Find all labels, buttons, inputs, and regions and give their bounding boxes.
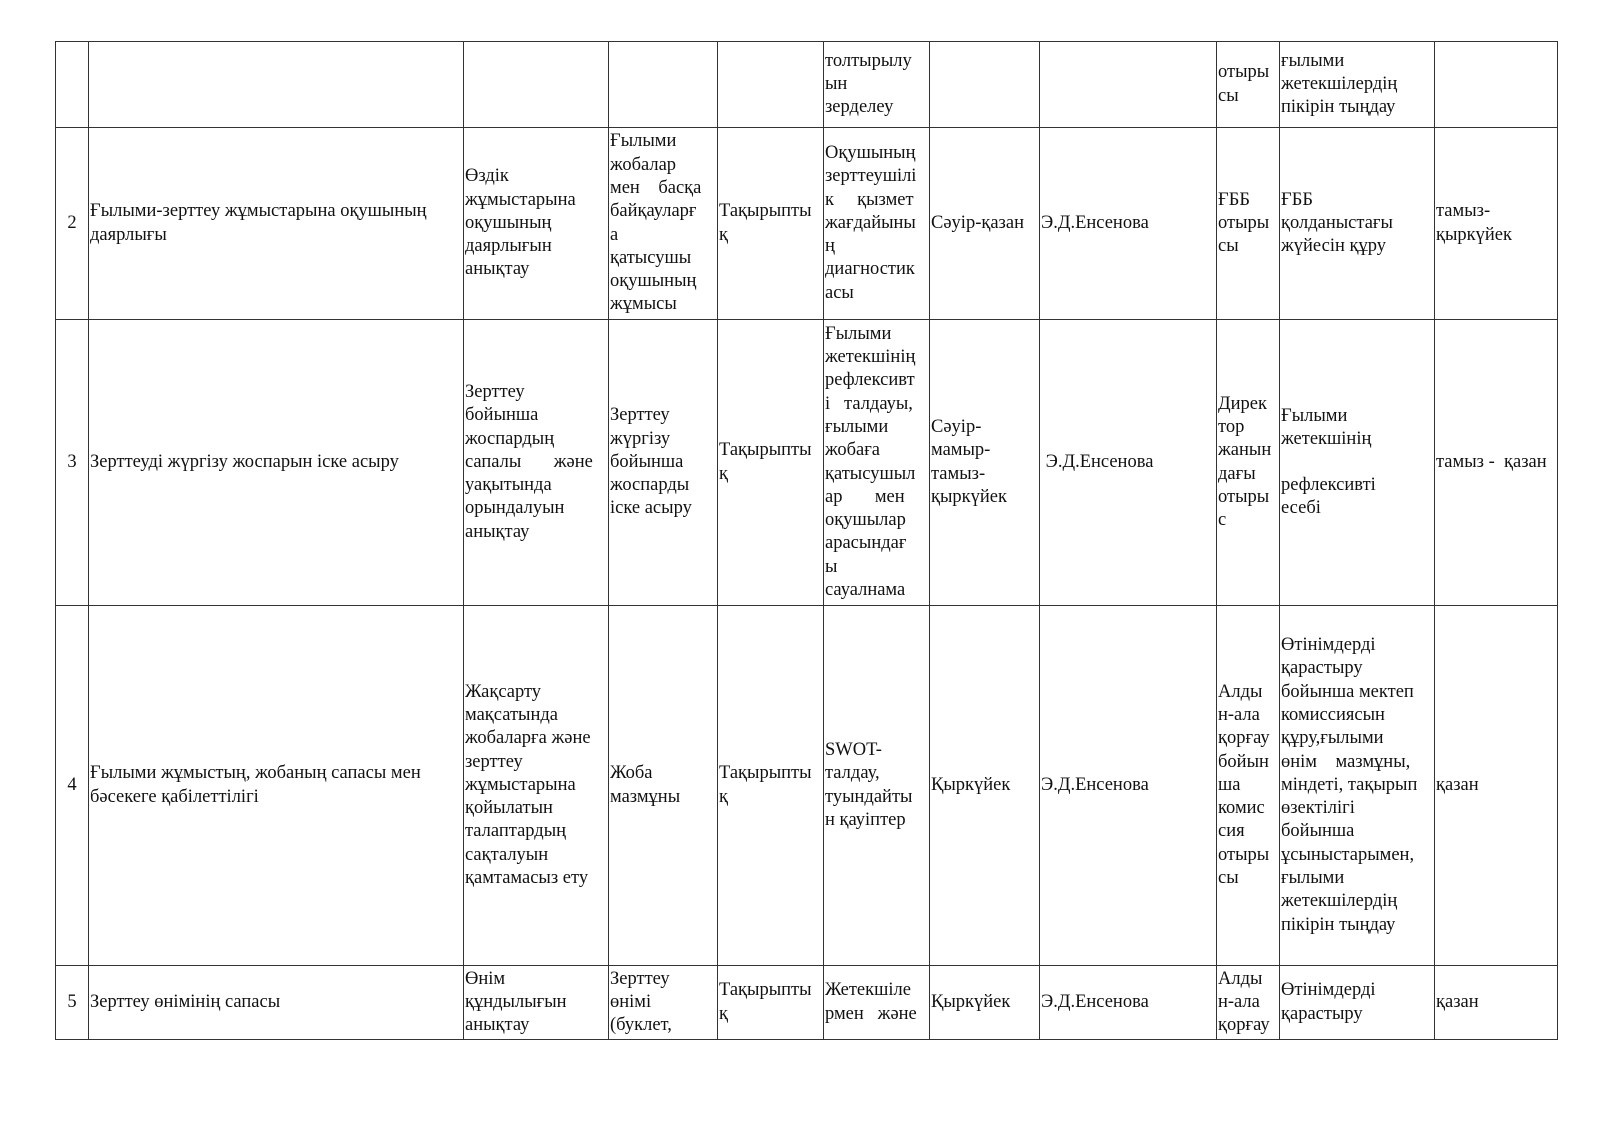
cell-line: Тақырыпты [719,440,812,461]
cell-line: сапалы және [465,451,593,472]
cell-line: анықтау [465,521,530,542]
cell-line: жүргізу [610,428,671,449]
cell-line: к қызмет [825,189,914,210]
cell-line: қолданыстағы [1281,212,1393,233]
cell-line: жанын [1218,440,1272,461]
cell-line: пікірін тыңдау [1281,914,1396,935]
cell-line: отыры [1218,486,1270,507]
deadline-cell [1435,320,1558,606]
cell-line: Ғылыми [825,323,892,344]
cell-line: мазмұны [610,786,681,807]
cell-line: Тақырыпты [719,201,812,222]
cell-line: Зерттеу өнімінің сапасы [90,991,281,1012]
method-cell [824,606,930,966]
deadline-cell [1435,128,1558,320]
cell-line: зерттеу [465,751,523,772]
cell-line: зерттеушілі [825,166,917,187]
cell-line: Э.Д.Енсенова [1041,212,1149,233]
cell-line: ҒББ [1218,189,1250,210]
cell-line: қойылатын [465,798,553,819]
cell-line: қ [719,1003,728,1024]
cell-line: қорғау [1218,1015,1270,1036]
deadline-cell [1435,42,1558,128]
cell-line: Зерттеуді жүргізу жоспарын іске асыру [90,451,399,472]
cell-line: қатысушы [610,247,692,268]
table-row [56,320,1558,606]
row-number [56,966,89,1040]
cell-line: арасындағ [825,533,907,554]
cell-line: Э.Д.Енсенова [1041,774,1149,795]
cell-line: Жоба [610,763,653,784]
cell-line: бойынша мектеп [1281,681,1414,702]
cell-line: а [610,224,619,245]
cell-line: рефлексивті [1281,474,1376,495]
goal-cell [464,966,609,1040]
criterion-cell [89,966,464,1040]
cell-line: Зерттеу [610,968,670,989]
cell-line: жұмыстарына [465,189,576,210]
goal-cell [464,606,609,966]
row-number [56,42,89,128]
cell-line: сақталуын [465,844,549,865]
review-cell [1217,606,1280,966]
cell-line: дағы [1218,463,1256,484]
responsible-cell [1040,42,1217,128]
cell-line: с [1218,510,1227,531]
cell-line: бойынша [465,405,539,426]
cell-line: Өтінімдерді [1281,980,1376,1001]
goal-cell [464,320,609,606]
cell-line: даярлығы [90,224,167,245]
cell-line: жобалар [610,154,677,175]
cell-line: сауалнама [825,579,906,600]
review-cell [1217,128,1280,320]
cell-line: Ғылыми [610,131,677,152]
decision-cell [1280,128,1435,320]
cell-line: жетекшінің [1281,429,1372,450]
method-cell [824,42,930,128]
responsible-cell [1040,606,1217,966]
cell-line: міндеті, тақырып [1281,774,1418,795]
cell-line: комис [1218,798,1265,819]
responsible-cell [1040,966,1217,1040]
cell-line: Алды [1218,968,1263,989]
cell-line: жұмыстарына [465,774,576,795]
method-cell [824,966,930,1040]
object-cell [609,966,718,1040]
cell-line: рмен және [825,1003,917,1024]
review-cell [1217,42,1280,128]
cell-line: Жақсарту [465,681,542,702]
cell-line: отыры [1218,212,1270,233]
cell-line: бәсекеге қабілеттілігі [90,786,259,807]
table-body [56,42,1558,1040]
cell-line: ғылыми [825,416,889,437]
cell-line: Ғылыми-зерттеу жұмыстарына оқушының [90,201,427,222]
cell-line: Ғылыми жұмыстың, жобаның сапасы мен [90,763,421,784]
cell-line: қорғау [1218,728,1270,749]
cell-line: қазан [1436,991,1479,1012]
cell-line: Өтінімдерді [1281,635,1376,656]
cell-line: анықтау [465,259,530,280]
cell-line: жағдайыны [825,212,916,233]
cell-line: қыркүйек [931,486,1008,507]
criterion-cell [89,320,464,606]
cell-line: бойынша [1281,821,1355,842]
cell-line [1281,452,1433,474]
deadline-cell [1435,966,1558,1040]
row-number-text: 4 [67,774,77,795]
cell-line: бойын [1218,751,1269,772]
period-cell [930,320,1040,606]
goal-cell [464,128,609,320]
cell-line: диагностик [825,259,915,280]
cell-line: Ғылыми [1281,405,1348,426]
responsible-cell [1040,128,1217,320]
type-cell [718,42,824,128]
decision-cell [1280,42,1435,128]
cell-line: і талдауы, [825,393,913,414]
table-row [56,128,1558,320]
review-cell [1217,966,1280,1040]
cell-line: мақсатында [465,704,558,725]
cell-line: пікірін тыңдау [1281,97,1396,118]
cell-line: оқушылар [825,510,906,531]
cell-line: даярлығын [465,236,552,257]
criterion-cell [89,42,464,128]
table-row [56,42,1558,128]
cell-line: байқауларғ [610,201,697,222]
cell-line: ұсыныстарымен, [1281,844,1415,865]
row-number [56,606,89,966]
type-cell [718,966,824,1040]
decision-cell [1280,606,1435,966]
cell-line: н қауіптер [825,809,906,830]
cell-line: жетекшілердің [1281,891,1398,912]
cell-line: жетекшінің [825,347,916,368]
cell-line: Оқушының [825,142,916,163]
cell-line: талаптардың [465,821,567,842]
cell-line: Зерттеу [465,381,525,402]
cell-line: жетекшілердің [1281,73,1398,94]
responsible-cell [1040,320,1217,606]
goal-cell [464,42,609,128]
cell-line: құндылығын [465,991,567,1012]
cell-line: Сәуір- [931,416,982,437]
cell-line: тамыз - қазан [1436,451,1547,472]
cell-line: сы [1218,236,1239,257]
cell-line: жобаларға және [465,728,591,749]
cell-line: сия [1218,821,1245,842]
cell-line: талдау, [825,763,880,784]
cell-line: н-ала [1218,704,1260,725]
cell-line: ҒББ [1281,189,1313,210]
cell-line: н-ала [1218,991,1260,1012]
cell-line: зерделеу [825,97,894,118]
cell-line: (буклет, [610,1015,672,1036]
cell-line: оқушының [465,212,552,233]
cell-line: Өздік [465,166,509,187]
cell-line: комиссиясын [1281,704,1385,725]
decision-cell [1280,966,1435,1040]
cell-line: Алды [1218,681,1263,702]
cell-line: ғылыми [1281,868,1345,889]
cell-line: анықтау [465,1015,530,1036]
cell-line: ша [1218,774,1241,795]
cell-line: мамыр- [931,440,991,461]
cell-line: ғылыми [1281,50,1345,71]
cell-line: SWOT- [825,739,882,760]
row-number-text: 2 [67,212,77,233]
cell-line: қазан [1436,774,1479,795]
cell-line: Жетекшіле [825,980,911,1001]
cell-line: бойынша [610,451,684,472]
cell-line: туындайты [825,786,913,807]
method-cell [824,320,930,606]
cell-line: өзектілігі [1281,798,1355,819]
cell-line: ң [825,236,835,257]
cell-line: жоспарды [610,475,690,496]
cell-line: Тақырыпты [719,763,812,784]
cell-line: өнімі [610,991,652,1012]
cell-line: сы [1218,868,1239,889]
cell-line: жұмысы [610,294,677,315]
cell-line: қ [719,463,728,484]
cell-line: Э.Д.Енсенова [1041,991,1149,1012]
row-number [56,320,89,606]
object-cell [609,320,718,606]
object-cell [609,42,718,128]
period-cell [930,128,1040,320]
cell-line: ар мен [825,486,905,507]
period-cell [930,966,1040,1040]
cell-line: толтырылу [825,50,912,71]
table-row [56,966,1558,1040]
cell-line: рефлексивт [825,370,915,391]
cell-line: отыры [1218,844,1270,865]
row-number-text: 5 [67,991,77,1012]
row-number-text: 3 [67,451,77,472]
deadline-cell [1435,606,1558,966]
cell-line: уақытында [465,475,552,496]
cell-line: есебі [1281,497,1321,518]
review-cell [1217,320,1280,606]
cell-line: қ [719,224,728,245]
cell-line: құру,ғылыми [1281,728,1384,749]
cell-line: Дирек [1218,393,1267,414]
cell-line: орындалуын [465,498,565,519]
criterion-cell [89,606,464,966]
cell-line: тамыз- [1436,201,1491,222]
type-cell [718,320,824,606]
monitoring-plan-table [55,41,1558,1040]
cell-line: тамыз- [931,463,986,484]
cell-line: қарастыру [1281,658,1363,679]
cell-line: ы [825,556,838,577]
cell-line: қарастыру [1281,1003,1363,1024]
type-cell [718,606,824,966]
object-cell [609,606,718,966]
cell-line: оқушының [610,271,697,292]
row-number [56,128,89,320]
cell-line: Қыркүйек [931,991,1011,1012]
cell-line: отыры [1218,62,1270,83]
cell-line: Э.Д.Енсенова [1041,451,1154,472]
cell-line: асы [825,282,854,303]
cell-line: Қыркүйек [931,774,1011,795]
cell-line: іске асыру [610,498,692,519]
criterion-cell [89,128,464,320]
cell-line: мен басқа [610,177,702,198]
cell-line: Өнім [465,968,506,989]
cell-line: Зерттеу [610,405,670,426]
type-cell [718,128,824,320]
period-cell [930,606,1040,966]
cell-line: жоспардың [465,428,555,449]
cell-line: қ [719,786,728,807]
cell-line: Тақырыпты [719,980,812,1001]
cell-line: сы [1218,85,1239,106]
table-row [56,606,1558,966]
cell-line: Сәуір-қазан [931,212,1024,233]
period-cell [930,42,1040,128]
cell-line: өнім мазмұны, [1281,751,1411,772]
object-cell [609,128,718,320]
decision-cell [1280,320,1435,606]
cell-line: қамтамасыз ету [465,868,589,889]
cell-line: тор [1218,416,1245,437]
cell-line: ын [825,73,848,94]
cell-line: жүйесін құру [1281,236,1386,257]
cell-line: қыркүйек [1436,224,1513,245]
method-cell [824,128,930,320]
cell-line: қатысушыл [825,463,916,484]
cell-line: жобаға [825,440,880,461]
